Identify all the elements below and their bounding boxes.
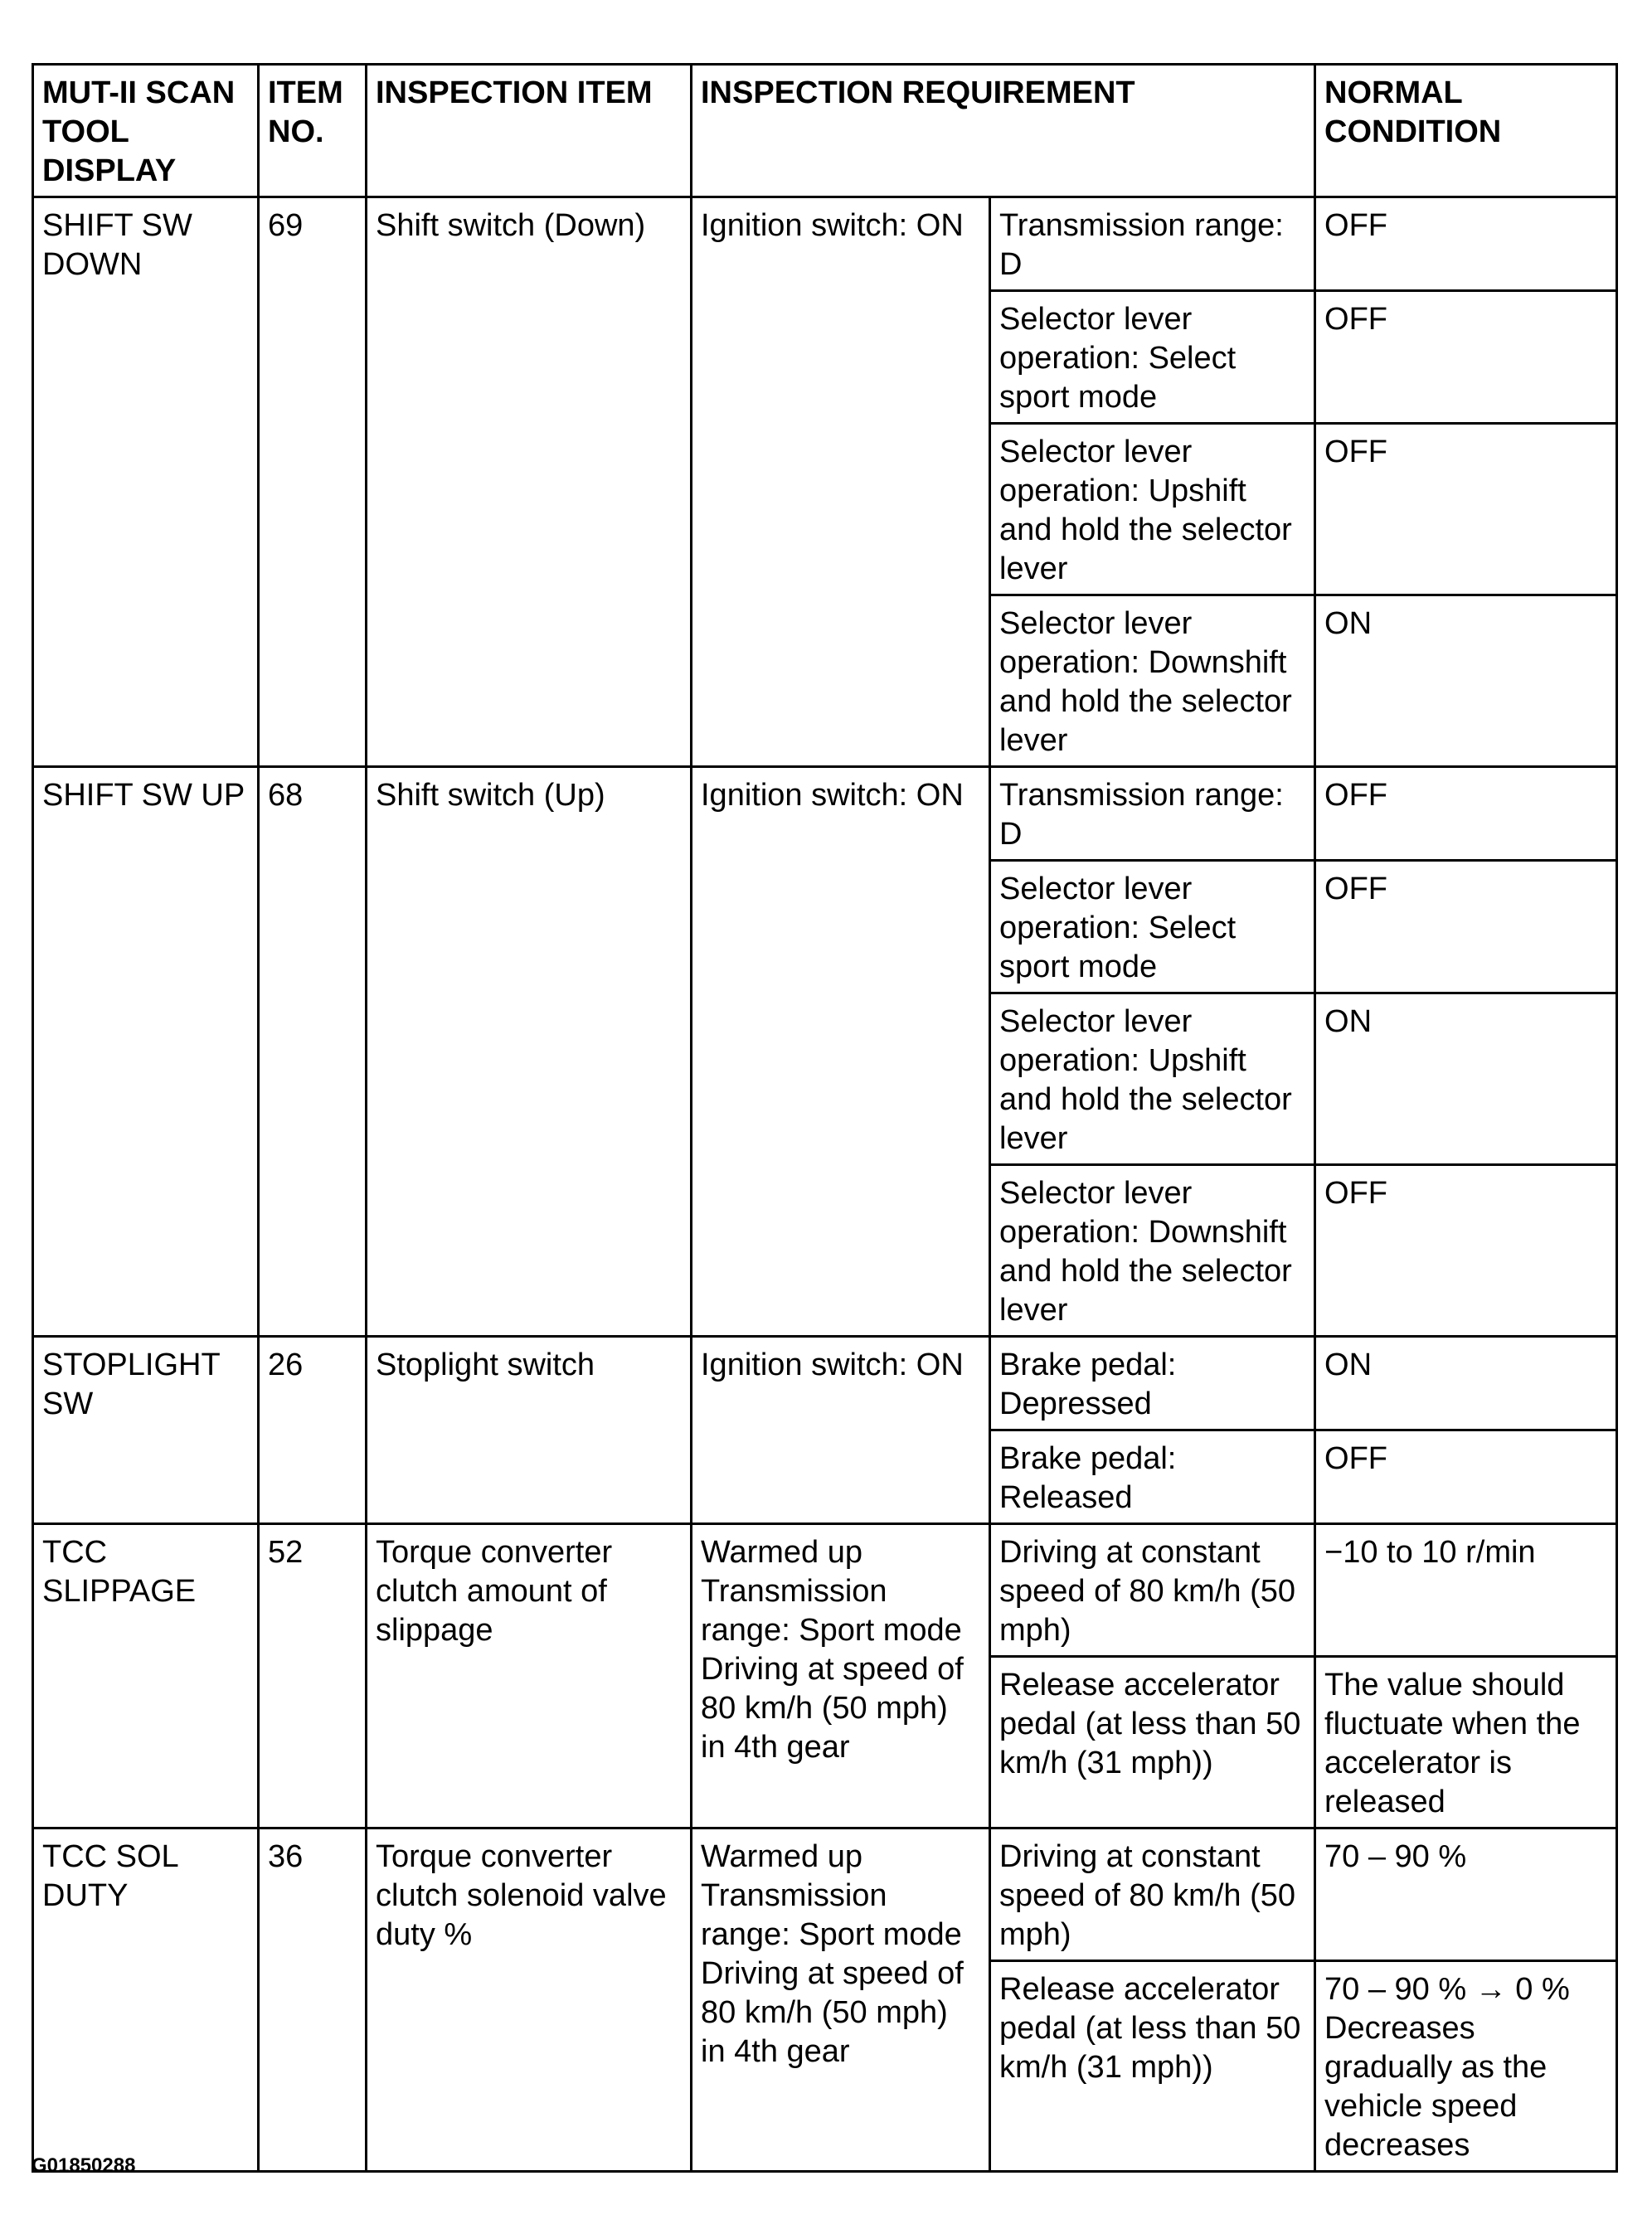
normal-condition-cell: OFF (1315, 861, 1617, 993)
item-no-cell: 36 (259, 1828, 367, 2172)
header-row (33, 65, 1617, 197)
figure-id: G01850288 (32, 2154, 136, 2177)
table-row (33, 1524, 1617, 1657)
scan-tool-display-cell: TCC SOL DUTY (33, 1828, 259, 2172)
header-normal-condition: NORMAL CONDITION (1315, 65, 1617, 197)
header-inspection-item: INSPECTION ITEM (367, 65, 692, 197)
normal-condition-cell: −10 to 10 r/min (1315, 1524, 1617, 1657)
requirement-cell: Warmed up Transmission range: Sport mode Driving at speed of 80 km/h (50 mph) in 4th gear (692, 1524, 990, 1828)
requirement-cell: Ignition switch: ON (692, 1337, 990, 1524)
header-scan-tool-display: MUT-II SCAN TOOL DISPLAY (33, 65, 259, 197)
header-inspection-requirement: INSPECTION REQUIREMENT (692, 65, 1315, 197)
normal-condition-cell: 70 – 90 % (1315, 1828, 1617, 1961)
inspection-item-cell: Shift switch (Down) (367, 197, 692, 767)
normal-condition-cell: 70 – 90 % → 0 % Decreases gradually as the vehicle speed decreases (1315, 1961, 1617, 2172)
item-no-cell: 26 (259, 1337, 367, 1524)
normal-condition-cell: OFF (1315, 1430, 1617, 1524)
condition-detail-cell: Transmission range: D (990, 767, 1315, 861)
scan-tool-display-cell: SHIFT SW DOWN (33, 197, 259, 767)
scan-tool-display-cell: TCC SLIPPAGE (33, 1524, 259, 1828)
scan-tool-display-cell: STOPLIGHT SW (33, 1337, 259, 1524)
item-no-cell: 68 (259, 767, 367, 1337)
condition-detail-cell: Selector lever operation: Downshift and hold the selector lever (990, 1165, 1315, 1337)
requirement-cell: Ignition switch: ON (692, 197, 990, 767)
scan-tool-display-cell: SHIFT SW UP (33, 767, 259, 1337)
condition-detail-cell: Selector lever operation: Downshift and hold the selector lever (990, 595, 1315, 767)
requirement-cell: Warmed up Transmission range: Sport mode Driving at speed of 80 km/h (50 mph) in 4th gear (692, 1828, 990, 2172)
inspection-item-cell: Stoplight switch (367, 1337, 692, 1524)
inspection-item-cell: Torque converter clutch amount of slippage (367, 1524, 692, 1828)
inspection-table (32, 63, 1618, 2173)
normal-condition-cell: OFF (1315, 424, 1617, 595)
table-row (33, 767, 1617, 861)
normal-condition-cell: OFF (1315, 291, 1617, 424)
condition-detail-cell: Brake pedal: Released (990, 1430, 1315, 1524)
condition-detail-cell: Selector lever operation: Upshift and hold the selector lever (990, 424, 1315, 595)
condition-detail-cell: Selector lever operation: Upshift and hold the selector lever (990, 993, 1315, 1165)
normal-condition-cell: OFF (1315, 767, 1617, 861)
table-row (33, 1828, 1617, 1961)
inspection-item-cell: Torque converter clutch solenoid valve duty % (367, 1828, 692, 2172)
item-no-cell: 69 (259, 197, 367, 767)
inspection-item-cell: Shift switch (Up) (367, 767, 692, 1337)
table-row (33, 1337, 1617, 1430)
normal-condition-cell: ON (1315, 1337, 1617, 1430)
condition-detail-cell: Selector lever operation: Select sport mode (990, 291, 1315, 424)
condition-detail-cell: Transmission range: D (990, 197, 1315, 291)
requirement-cell: Ignition switch: ON (692, 767, 990, 1337)
item-no-cell: 52 (259, 1524, 367, 1828)
normal-condition-cell: OFF (1315, 197, 1617, 291)
normal-condition-cell: ON (1315, 595, 1617, 767)
condition-detail-cell: Release accelerator pedal (at less than 50 km/h (31 mph)) (990, 1961, 1315, 2172)
header-item-no: ITEM NO. (259, 65, 367, 197)
condition-detail-cell: Driving at constant speed of 80 km/h (50 mph) (990, 1828, 1315, 1961)
condition-detail-cell: Brake pedal: Depressed (990, 1337, 1315, 1430)
normal-condition-cell: OFF (1315, 1165, 1617, 1337)
condition-detail-cell: Driving at constant speed of 80 km/h (50 mph) (990, 1524, 1315, 1657)
condition-detail-cell: Release accelerator pedal (at less than 50 km/h (31 mph)) (990, 1657, 1315, 1828)
normal-condition-cell: ON (1315, 993, 1617, 1165)
normal-condition-cell: The value should fluctuate when the accelerator is released (1315, 1657, 1617, 1828)
condition-detail-cell: Selector lever operation: Select sport mode (990, 861, 1315, 993)
table-row (33, 197, 1617, 291)
